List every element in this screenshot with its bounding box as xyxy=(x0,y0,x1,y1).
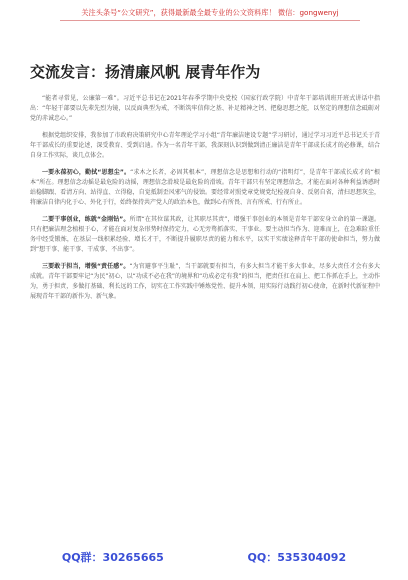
document-title: 交流发言：扬清廉风帆 展青年作为 xyxy=(30,63,261,81)
contact-footer xyxy=(20,548,388,566)
paragraph-1 xyxy=(30,94,380,124)
paragraph-4 xyxy=(30,215,380,255)
paragraph-5-text: “为官避事平生耻”，当干部就要有担当，有多大担当才能干多大事业，尽多大责任才会有多大成就。青年干部要牢记“为民”初心，以“功成不必在我”的境界和“功成必定有我”的担当，把责任扛在肩上、把工作抓在手上，主动作为，勇于担责，多做打基础、利长远的工作，切实在工作实践中锤炼党性、提升本领，用实际行动践行初心使命，在新时代新征程中展现青年干部的新作为、新气象。 xyxy=(30,263,381,300)
paragraph-2-text: 根据党组织安排，我参加了市政府决策研究中心青年理论学习小组“青年廉洁建设专题”学习研讨，通过学习习近平总书记关于青年干部成长的重要论述，深受教育、受到启迪。作为一名青年干部，我深刻认识到做到清正廉洁是青年干部成长成才的必修课，结合自身工作实际，谈几点体会。 xyxy=(30,132,380,159)
paragraph-4-lead: 二要干事创业，练就“金刚钻”。 xyxy=(42,216,130,223)
paragraph-3 xyxy=(30,168,380,208)
paragraph-3-lead: 一要永葆初心，勤拭“思想尘”。 xyxy=(42,169,131,176)
paragraph-2 xyxy=(30,131,380,161)
paragraph-3-text: “求木之长者，必固其根本”，理想信念是思想和行动的“指明灯”，是青年干部成长成才的“根本”所在。理想信念动摇是最危险的动摇，理想信念滑坡是最危险的滑坡。青年干部只有坚定理想信念，才能在面对各种利益诱惑时站稳脚跟、看清方向、站得直、立得稳，自觉抵制歪风邪气的侵蚀。要经常对照党章党规党纪检视自身、反躬自省，清扫思想灰尘，将廉洁自律内化于心、外化于行，始终保持共产党人的政治本色，做到心有所畏、言有所戒、行有所止。 xyxy=(30,169,380,206)
banner-line: 关注头条号“公文研究”，获得最新最全最专业的公文资料库！ 微信：gongwenyj xyxy=(81,8,339,17)
paragraph-5 xyxy=(30,262,380,302)
qq-contact: QQ：535304092 xyxy=(247,551,347,564)
promo-banner xyxy=(60,8,360,21)
paragraph-4-text: 所谓“在其位谋其政，让其职尽其责”，增强干事创业的本领是青年干部安身立命的第一课题。只有把廉洁理念植根于心，才能在面对复杂形势时保持定力，心无旁骛抓落实、干事业。要主动担当作为、迎难而上，在急难险重任务中经受锻炼，在基层一线积累经验、增长才干，不断提升履职尽责的能力和水平，以实干实绩诠释青年干部的使命担当，努力做到“想干事、能干事、干成事、不出事”。 xyxy=(30,216,381,253)
document-page xyxy=(30,62,380,309)
qq-group: QQ群：30265665 xyxy=(61,551,164,564)
paragraph-5-lead: 三要敢于担当，增强“责任感”。 xyxy=(42,263,130,270)
paragraph-1-text: “能者寻常见，公廉第一难”。习近平总书记在2021年春季学期中央党校（国家行政学院）中青年干部培训班开班式讲话中指出：“年轻干部要以先辈先烈为镜，以反面典型为戒，不断筑牢信仰之基、补足精神之钙、把稳思想之舵，以坚定的理想信念砥砺对党的赤诚忠心。” xyxy=(30,95,380,122)
